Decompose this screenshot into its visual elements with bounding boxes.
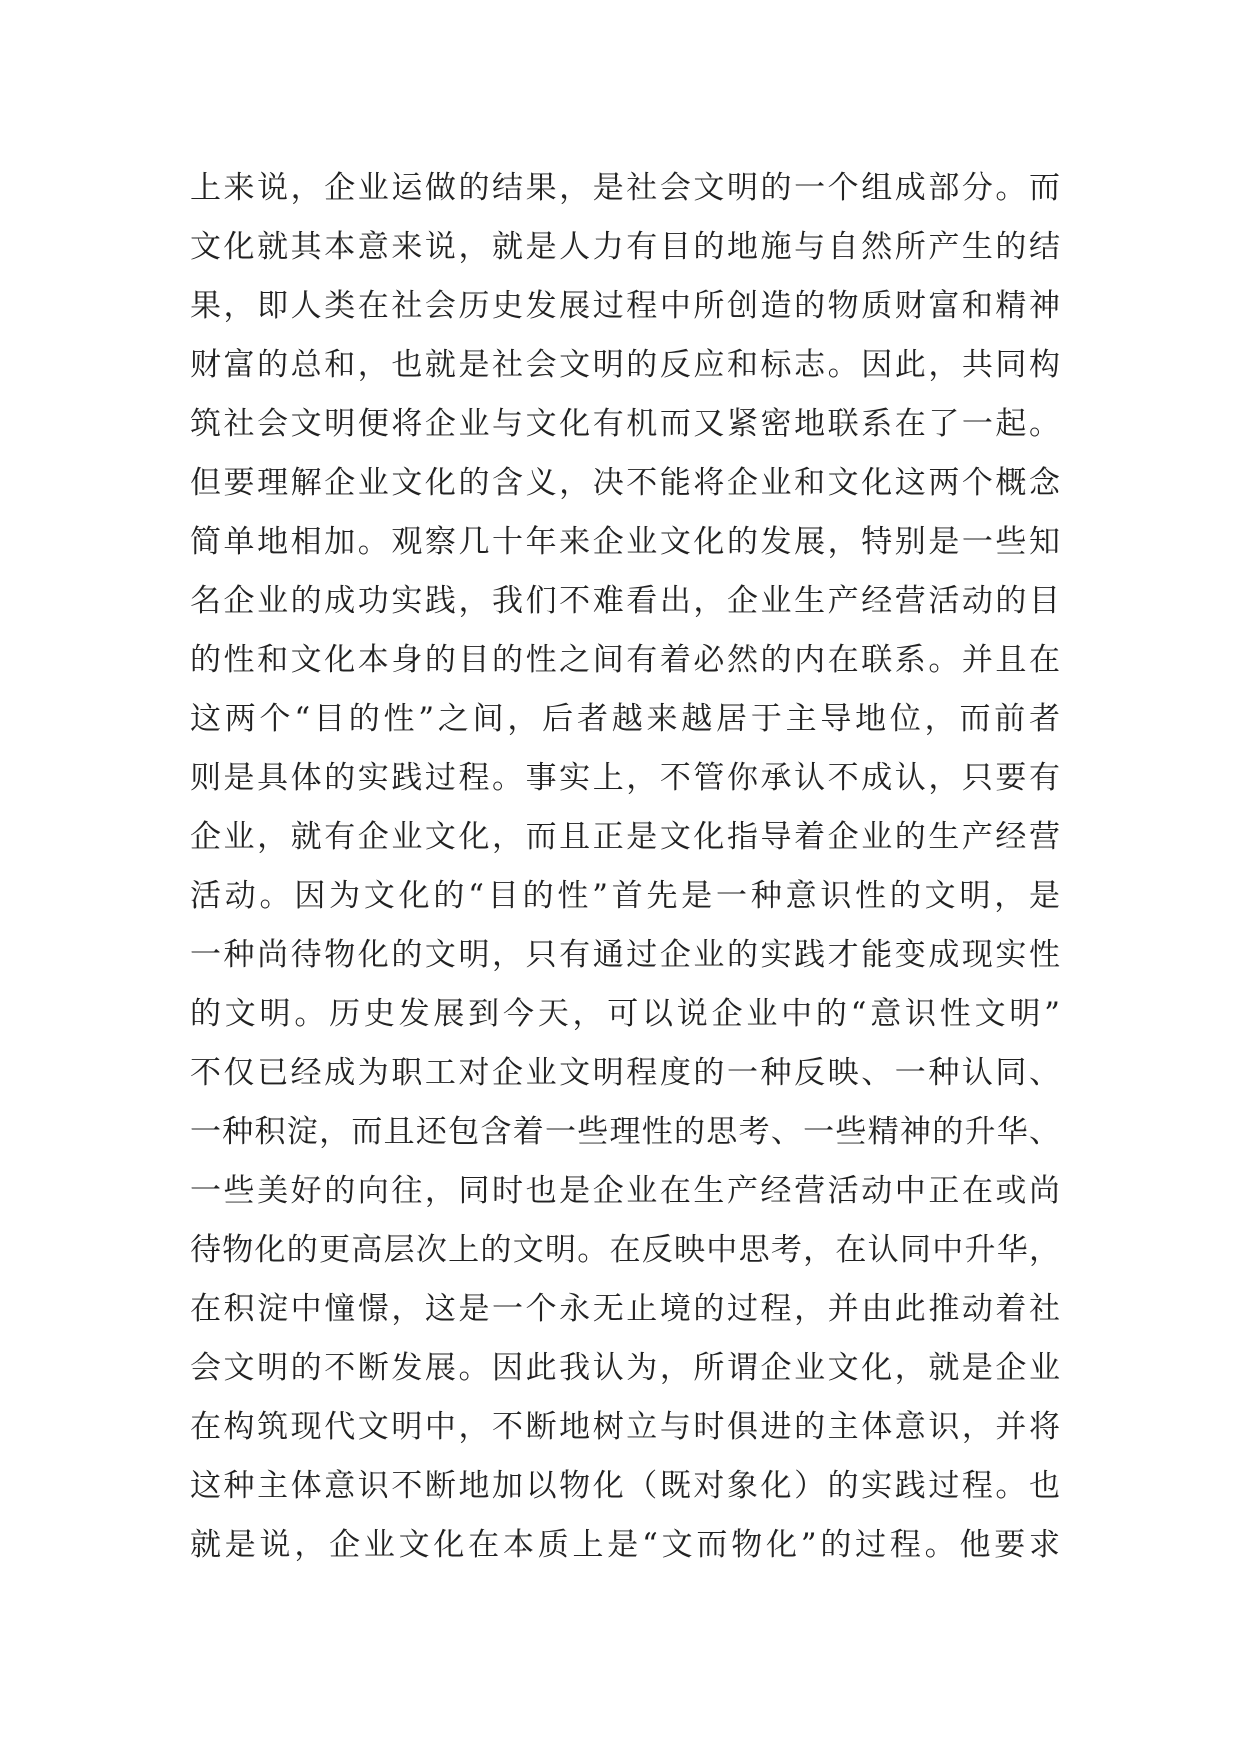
text-line: 待物化的更高层次上的文明。在反映中思考，在认同中升华， [190,1232,1060,1268]
body-paragraph [190,159,1060,1575]
text-line: 果，即人类在社会历史发展过程中所创造的物质财富和精神 [190,288,1060,324]
text-line: 这两个“目的性”之间，后者越来越居于主导地位，而前者 [190,701,1060,737]
text-line: 企业，就有企业文化，而且正是文化指导着企业的生产经营 [190,819,1060,855]
text-line: 在构筑现代文明中，不断地树立与时俱进的主体意识，并将 [190,1409,1060,1445]
text-line: 一些美好的向往，同时也是企业在生产经营活动中正在或尚 [190,1173,1060,1209]
text-line: 上来说，企业运做的结果，是社会文明的一个组成部分。而 [190,170,1060,206]
text-line: 但要理解企业文化的含义，决不能将企业和文化这两个概念 [190,465,1060,501]
text-line: 不仅已经成为职工对企业文明程度的一种反映、一种认同、 [190,1055,1060,1091]
text-line: 名企业的成功实践，我们不难看出，企业生产经营活动的目 [190,583,1060,619]
text-line: 一种积淀，而且还包含着一些理性的思考、一些精神的升华、 [190,1114,1060,1150]
text-line: 一种尚待物化的文明，只有通过企业的实践才能变成现实性 [190,937,1060,973]
text-line: 就是说，企业文化在本质上是“文而物化”的过程。他要求 [190,1527,1060,1563]
text-line: 简单地相加。观察几十年来企业文化的发展，特别是一些知 [190,524,1060,560]
text-line: 的性和文化本身的目的性之间有着必然的内在联系。并且在 [190,642,1060,678]
text-line: 财富的总和，也就是社会文明的反应和标志。因此，共同构 [190,347,1060,383]
text-line: 筑社会文明便将企业与文化有机而又紧密地联系在了一起。 [190,406,1060,442]
text-line: 活动。因为文化的“目的性”首先是一种意识性的文明，是 [190,878,1060,914]
text-line: 则是具体的实践过程。事实上，不管你承认不成认，只要有 [190,760,1060,796]
text-line: 的文明。历史发展到今天，可以说企业中的“意识性文明” [190,996,1060,1032]
text-line: 文化就其本意来说，就是人力有目的地施与自然所产生的结 [190,229,1060,265]
text-line: 在积淀中憧憬，这是一个永无止境的过程，并由此推动着社 [190,1291,1060,1327]
text-line: 会文明的不断发展。因此我认为，所谓企业文化，就是企业 [190,1350,1060,1386]
text-line: 这种主体意识不断地加以物化（既对象化）的实践过程。也 [190,1468,1060,1504]
